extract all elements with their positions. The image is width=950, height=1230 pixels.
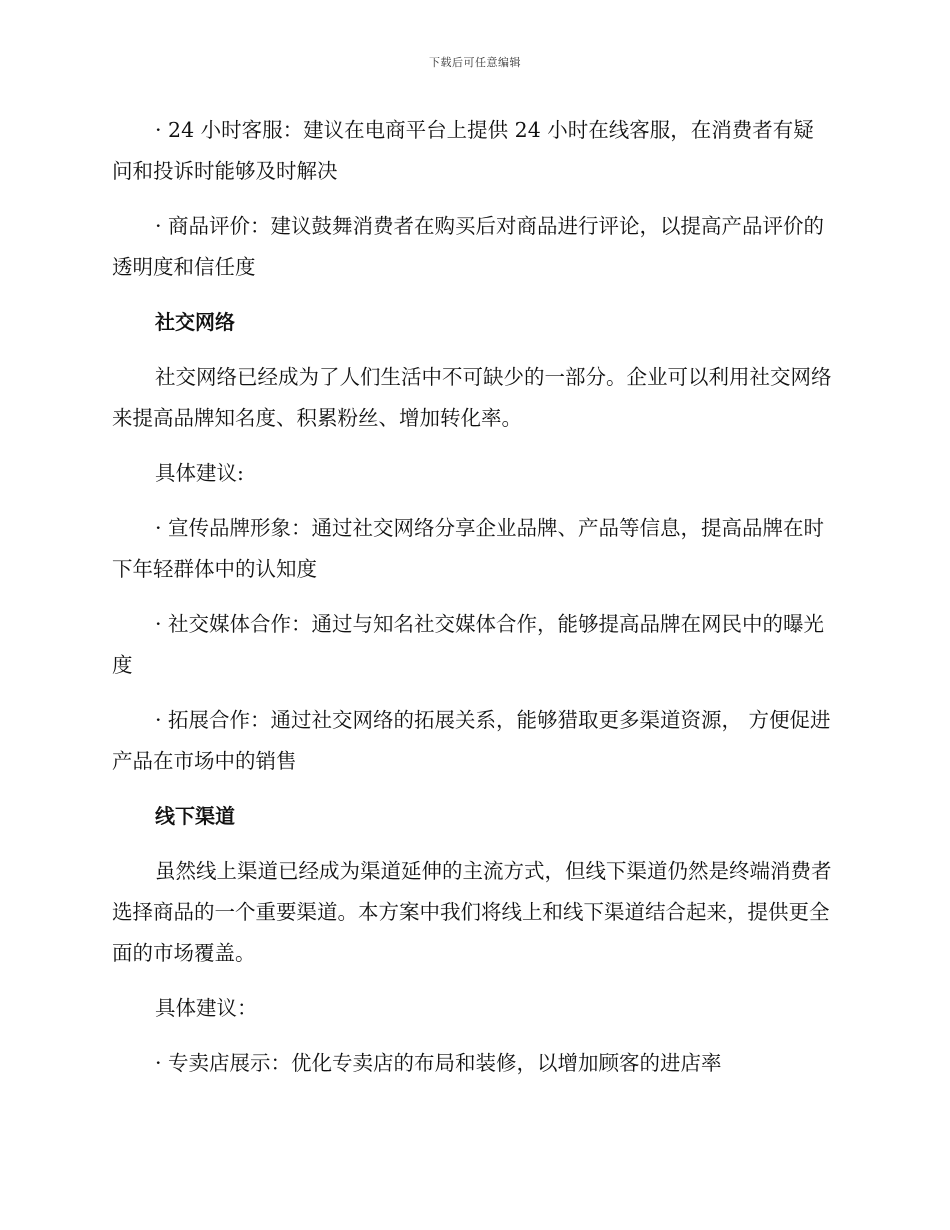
page-header: 下载后可任意编辑 [429,56,521,69]
bullet-social-media-cooperation: · 社交媒体合作：通过与知名社交媒体合作，能够提高品牌在网民中的曝光度 [112,612,825,677]
paragraph-specific-suggestions: 具体建议: [155,461,244,485]
paragraph-offline-channel-intro: 虽然线上渠道已经成为渠道延伸的主流方式，但线下渠道仍然是终端消费者选择商品的一个重要渠道。本方案中我们将线上和线下渠道结合起来，提供更全面的市场覆盖。 [112,859,832,965]
paragraph-specific-suggestions-2: 具体建议： [155,996,258,1020]
section-heading-offline-channel: 线下渠道 [155,804,235,828]
bullet-expand-cooperation: · 拓展合作：通过社交网络的拓展关系，能够猎取更多渠道资源， 方便促进产品在市场中的销售 [112,708,831,773]
bullet-customer-service: · 24 小时客服：建议在电商平台上提供 24 小时在线客服，在消费者有疑问和投诉时能够及时解决 [112,118,814,183]
bullet-store-display: · 专卖店展示：优化专卖店的布局和装修，以增加顾客的进店率 [155,1051,722,1075]
bullet-product-review: · 商品评价：建议鼓舞消费者在购买后对商品进行评论，以提高产品评价的透明度和信任度 [112,214,825,279]
section-heading-social-network: 社交网络 [155,310,235,334]
paragraph-social-network-intro: 社交网络已经成为了人们生活中不可缺少的一部分。企业可以利用社交网络来提高品牌知名度、积累粉丝、增加转化率。 [112,365,832,430]
bullet-brand-image: · 宣传品牌形象：通过社交网络分享企业品牌、产品等信息，提高品牌在时下年轻群体中的认知度 [112,516,825,581]
document-body [112,110,832,1098]
